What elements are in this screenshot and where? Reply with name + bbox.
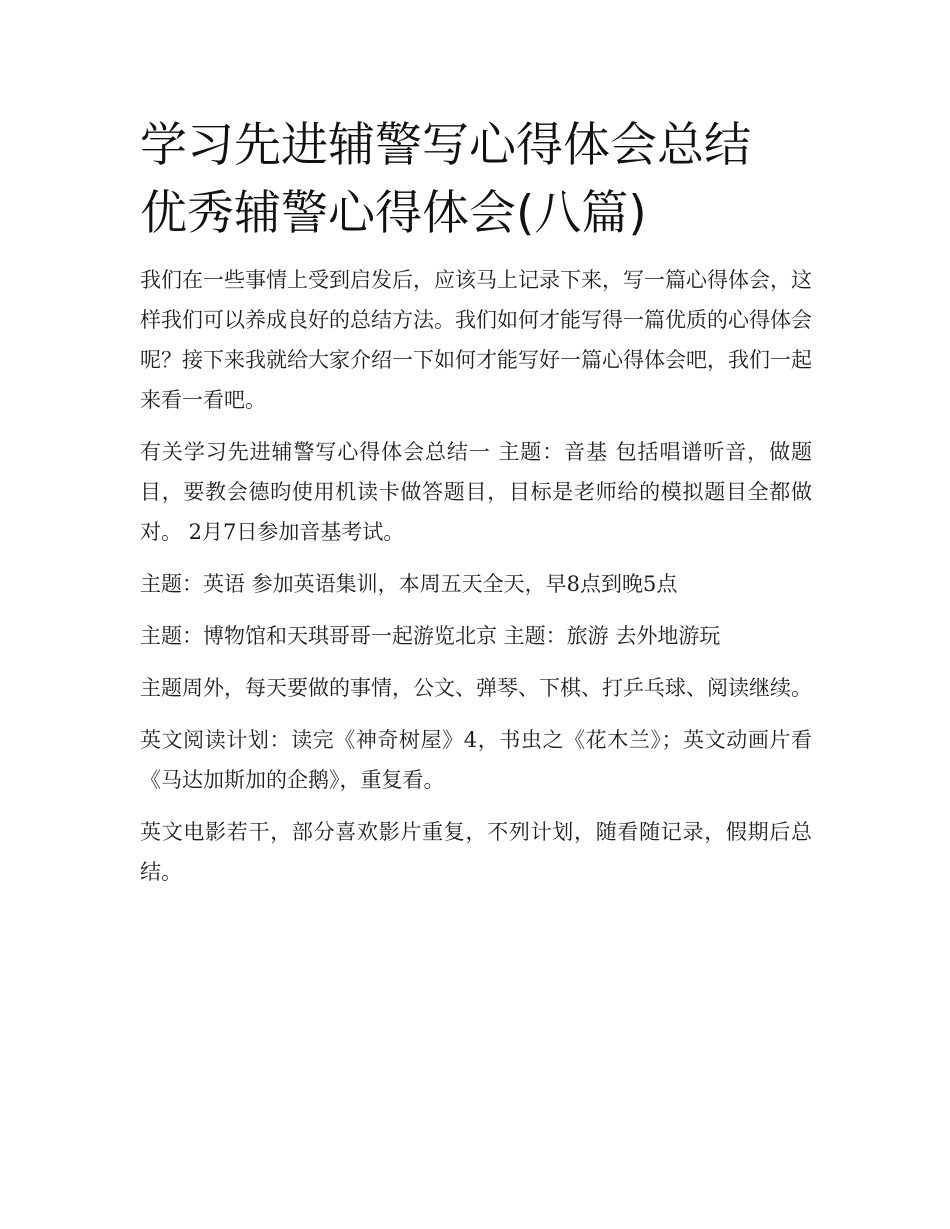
paragraph-english-training: 主题：英语 参加英语集训，本周五天全天，早8点到晚5点 [140,572,678,596]
document-title [140,112,812,248]
paragraph-museum-travel: 主题：博物馆和天琪哥哥一起游览北京 主题：旅游 去外地游玩 [140,624,721,648]
document-body [140,260,812,892]
paragraph-movies: 英文电影若干，部分喜欢影片重复，不列计划，随看随记录，假期后总结。 [140,820,812,884]
title-line-1: 学习先进辅警写心得体会总结 [140,118,751,173]
title-line-2: 优秀辅警心得体会(八篇) [140,186,647,241]
paragraph-reading-plan: 英文阅读计划：读完《神奇树屋》4，书虫之《花木兰》；英文动画片看《马达加斯加的企鹅》，重复看。 [140,728,812,792]
paragraph-intro: 我们在一些事情上受到启发后，应该马上记录下来，写一篇心得体会，这样我们可以养成良好的总结方法。我们如何才能写得一篇优质的心得体会呢？接下来我就给大家介绍一下如何才能写好一篇心得体会吧，我们一起来看一看吧。 [140,268,812,412]
paragraph-daily-tasks: 主题周外，每天要做的事情，公文、弹琴、下棋、打乒乓球、阅读继续。 [140,676,812,700]
paragraph-music-theory: 有关学习先进辅警写心得体会总结一 主题：音基 包括唱谱听音，做题目，要教会德昀使用机读卡做答题目，目标是老师给的模拟题目全都做对。 2月7日参加音基考试。 [140,440,812,544]
document-content [140,112,812,904]
